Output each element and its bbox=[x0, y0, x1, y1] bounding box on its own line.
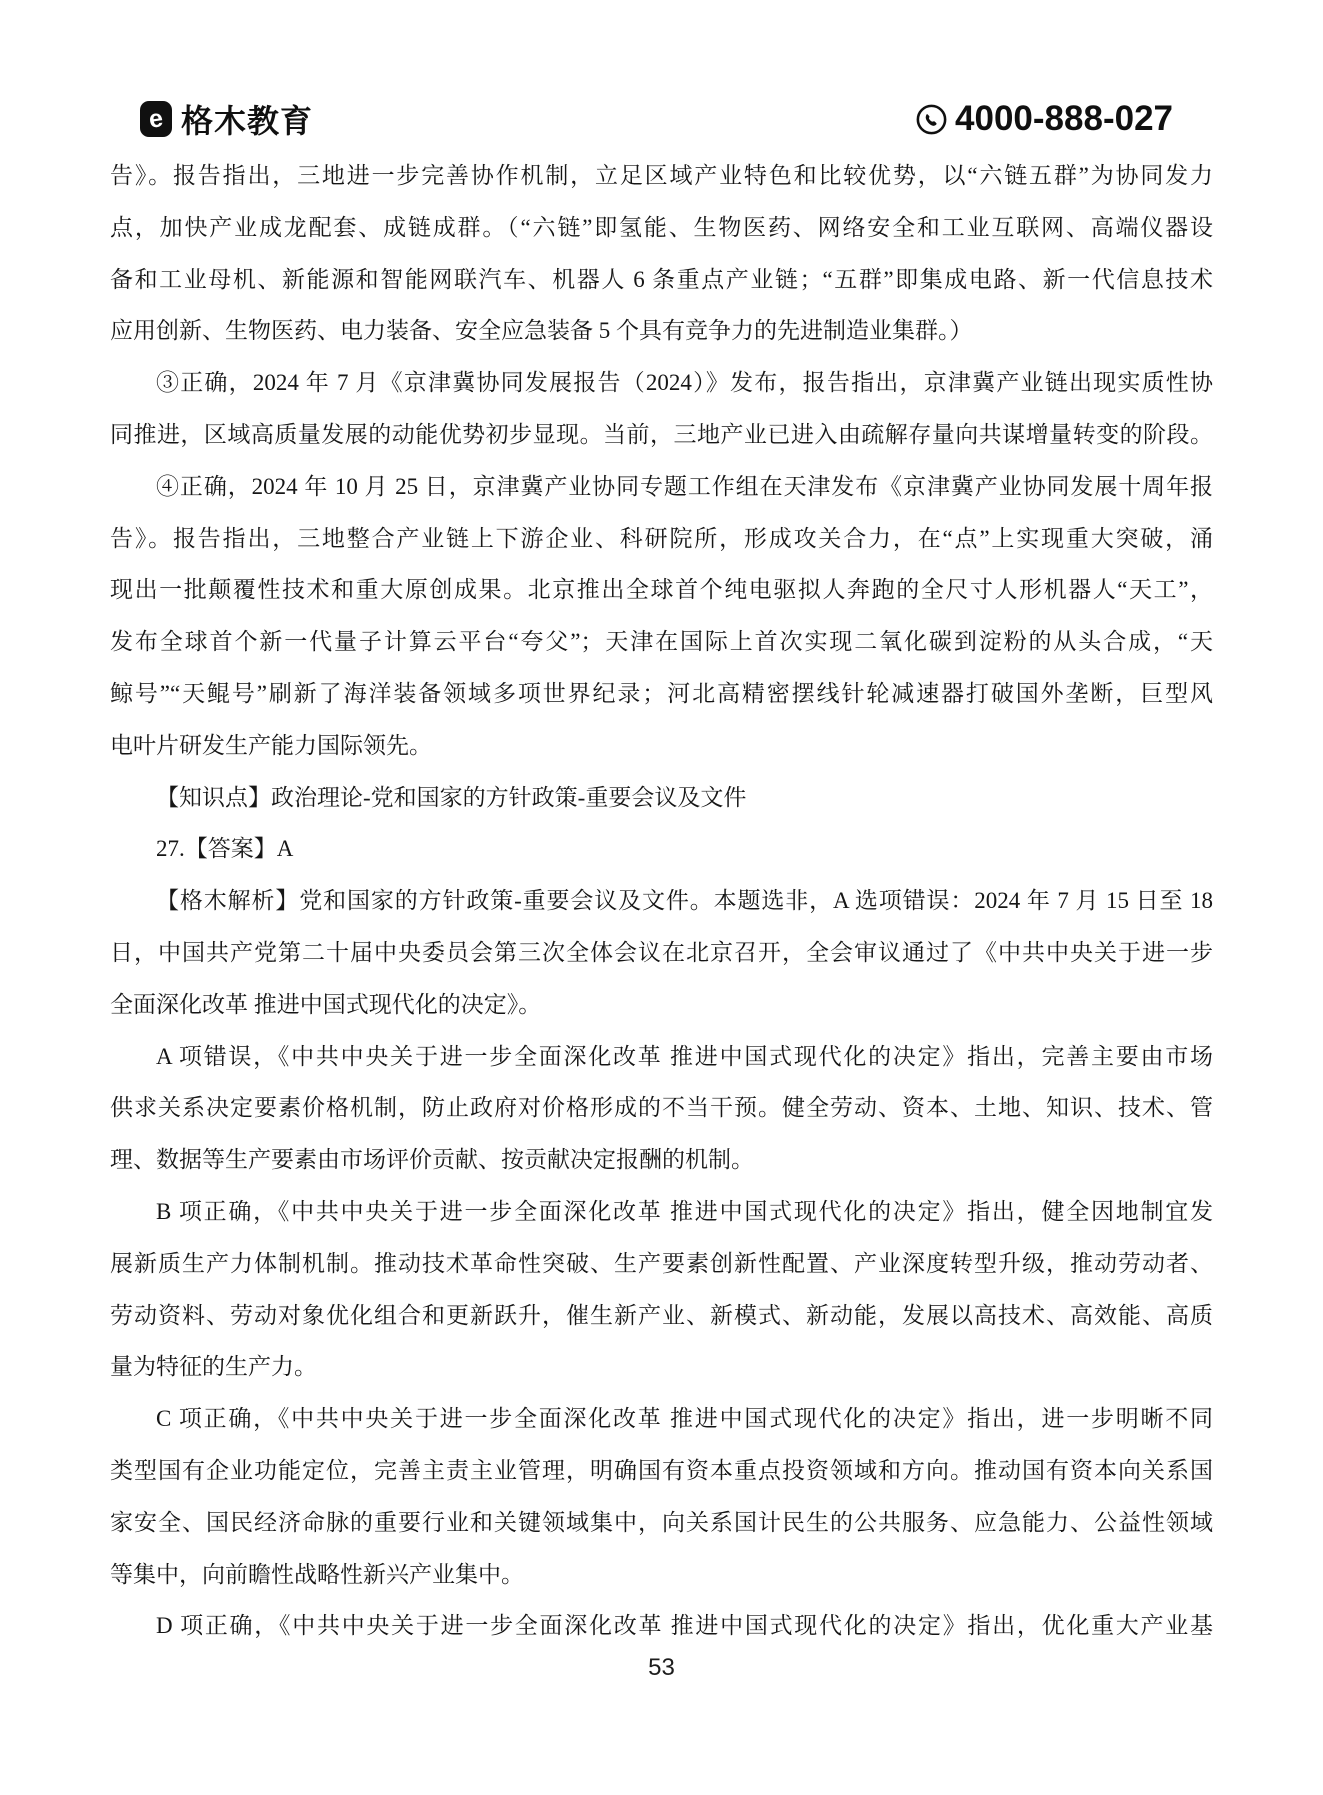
document-body bbox=[110, 150, 1213, 1652]
phone-circle-icon bbox=[915, 103, 948, 136]
text-line: 日，中国共产党第二十届中央委员会第三次全体会议在北京召开，全会审议通过了《中共中央关于进一步 bbox=[110, 939, 1213, 965]
text-line: A 项错误，《中共中央关于进一步全面深化改革 推进中国式现代化的决定》指出，完善主要由市场 bbox=[156, 1043, 1213, 1069]
text-line: 类型国有企业功能定位，完善主责主业管理，明确国有资本重点投资领域和方向。推动国有资本向关系国 bbox=[110, 1457, 1213, 1483]
text-line: 家安全、国民经济命脉的重要行业和关键领域集中，向关系国计民生的公共服务、应急能力、公益性领域 bbox=[110, 1509, 1213, 1535]
text-line: 发布全球首个新一代量子计算云平台“夸父”；天津在国际上首次实现二氧化碳到淀粉的从头合成，“天 bbox=[110, 629, 1213, 655]
text-line: 点，加快产业成龙配套、成链成群。（“六链”即氢能、生物医药、网络安全和工业互联网、高端仪器设 bbox=[110, 214, 1213, 240]
text-line: B 项正确，《中共中央关于进一步全面深化改革 推进中国式现代化的决定》指出，健全因地制宜发 bbox=[156, 1198, 1213, 1224]
text-line: 【格木解析】党和国家的方针政策-重要会议及文件。本题选非，A 选项错误：2024 年 7 月 15 日至 18 bbox=[156, 888, 1213, 914]
text-line: 展新质生产力体制机制。推动技术革命性突破、生产要素创新性配置、产业深度转型升级，推动劳动者、 bbox=[110, 1250, 1213, 1276]
text-line: 应用创新、生物医药、电力装备、安全应急装备 5 个具有竞争力的先进制造业集群。） bbox=[110, 318, 973, 344]
page-number: 53 bbox=[648, 1654, 675, 1681]
text-line: 27.【答案】A bbox=[156, 836, 294, 862]
text-line: 同推进，区域高质量发展的动能优势初步显现。当前，三地产业已进入由疏解存量向共谋增量转变的阶段。 bbox=[110, 421, 1213, 447]
text-line: C 项正确，《中共中央关于进一步全面深化改革 推进中国式现代化的决定》指出，进一步明晰不同 bbox=[156, 1406, 1213, 1432]
text-line: 现出一批颠覆性技术和重大原创成果。北京推出全球首个纯电驱拟人奔跑的全尺寸人形机器人“天工”， bbox=[110, 577, 1213, 603]
text-line: ③正确，2024 年 7 月《京津冀协同发展报告（2024）》发布，报告指出，京津冀产业链出现实质性协 bbox=[156, 370, 1213, 396]
phone-contact bbox=[915, 99, 1173, 139]
text-line: D 项正确，《中共中央关于进一步全面深化改革 推进中国式现代化的决定》指出，优化重大产业基 bbox=[156, 1613, 1213, 1639]
brand-name: 格木教育 bbox=[181, 103, 314, 139]
gemu-logo-icon bbox=[140, 101, 172, 137]
text-line: 量为特征的生产力。 bbox=[110, 1354, 317, 1380]
page-header bbox=[140, 96, 1173, 142]
text-line: 理、数据等生产要素由市场评价贡献、按贡献决定报酬的机制。 bbox=[110, 1147, 754, 1173]
text-line: 备和工业母机、新能源和智能网联汽车、机器人 6 条重点产业链；“五群”即集成电路、新一代信息技术 bbox=[110, 266, 1213, 292]
text-line: 供求关系决定要素价格机制，防止政府对价格形成的不当干预。健全劳动、资本、土地、知识、技术、管 bbox=[110, 1095, 1213, 1121]
text-line: 告》。报告指出，三地进一步完善协作机制，立足区域产业特色和比较优势，以“六链五群”为协同发力 bbox=[110, 163, 1213, 188]
phone-number: 4000-888-027 bbox=[955, 99, 1173, 138]
logo-glyph: e bbox=[147, 103, 165, 134]
text-line: 全面深化改革 推进中国式现代化的决定》。 bbox=[110, 991, 542, 1017]
text-line: 【知识点】政治理论-党和国家的方针政策-重要会议及文件 bbox=[156, 784, 747, 810]
text-line: 等集中，向前瞻性战略性新兴产业集中。 bbox=[110, 1561, 524, 1587]
brand bbox=[140, 96, 313, 142]
text-line: 鲸号”“天鲲号”刷新了海洋装备领域多项世界纪录；河北高精密摆线针轮减速器打破国外垄断，巨型风 bbox=[110, 680, 1213, 706]
text-line: 告》。报告指出，三地整合产业链上下游企业、科研院所，形成攻关合力，在“点”上实现重大突破，涌 bbox=[110, 525, 1213, 551]
text-line: 劳动资料、劳动对象优化组合和更新跃升，催生新产业、新模式、新动能，发展以高技术、高效能、高质 bbox=[110, 1302, 1213, 1328]
text-line: 电叶片研发生产能力国际领先。 bbox=[110, 732, 432, 758]
text-line: ④正确，2024 年 10 月 25 日，京津冀产业协同专题工作组在天津发布《京津冀产业协同发展十周年报 bbox=[156, 473, 1213, 499]
